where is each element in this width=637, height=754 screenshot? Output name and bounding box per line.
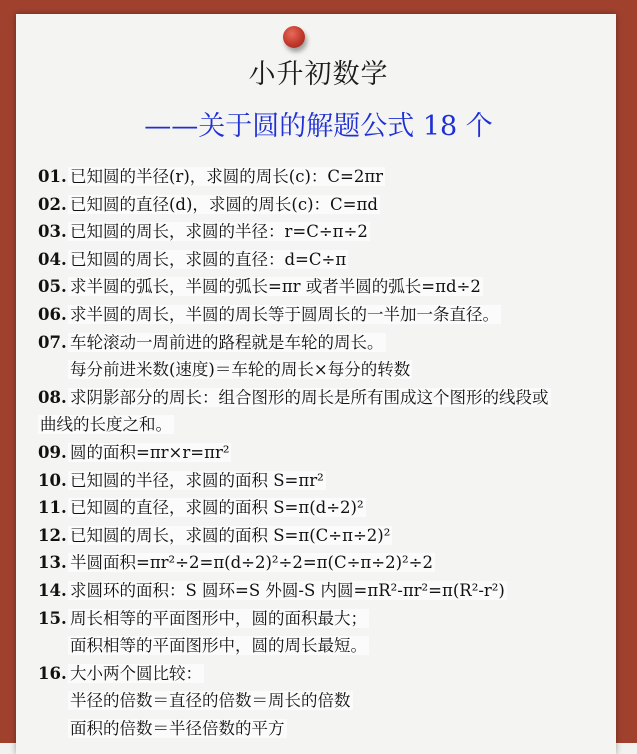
formula-line [38, 632, 613, 660]
formula-line [38, 439, 613, 467]
formula-line [38, 356, 613, 384]
formula-line [38, 218, 613, 246]
formula-text: 求半圆的周长，半圆的周长等于圆周长的一半加一条直径。 [70, 304, 499, 324]
formula-text: 已知圆的直径，求圆的面积 S=π(d÷2)² [70, 498, 364, 518]
formula-line [38, 577, 613, 605]
formula-text: 已知圆的周长，求圆的直径：d=C÷π [70, 249, 347, 269]
formula-line [38, 163, 613, 191]
formula-number: 10. [38, 470, 67, 490]
formula-list [38, 163, 613, 742]
formula-line [38, 273, 613, 301]
formula-number: 05. [38, 277, 67, 297]
formula-line [38, 246, 613, 274]
formula-text: 周长相等的平面图形中，圆的面积最大； [70, 608, 367, 628]
formula-text: 面积的倍数＝半径倍数的平方 [70, 718, 285, 738]
formula-text: 半径的倍数＝直径的倍数＝周长的倍数 [70, 691, 351, 711]
formula-line [38, 411, 613, 439]
formula-text: 已知圆的半径(r)，求圆的周长(c)：C=2πr [70, 167, 384, 186]
formula-number: 06. [38, 304, 67, 324]
formula-number: 04. [38, 249, 67, 269]
formula-line [38, 660, 613, 688]
formula-number: 16. [38, 663, 67, 683]
formula-line [38, 522, 613, 550]
formula-number: 03. [38, 222, 67, 242]
formula-line [38, 301, 613, 329]
formula-line [38, 191, 613, 219]
formula-number: 09. [38, 442, 67, 462]
page-subtitle: ——关于圆的解题公式 18 个 [144, 111, 493, 142]
formula-text: 求圆环的面积：S 圆环=S 外圆-S 内圆=πR²-πr²=π(R²-r²) [70, 580, 505, 600]
formula-line [38, 605, 613, 633]
formula-line [38, 467, 613, 495]
formula-line [38, 687, 613, 715]
formula-text: 求阴影部分的周长：组合图形的周长是所有围成这个图形的线段或 [70, 387, 549, 407]
formula-number: 08. [38, 387, 67, 407]
formula-text: 面积相等的平面图形中，圆的周长最短。 [70, 636, 367, 656]
formula-number: 14. [38, 580, 67, 600]
formula-text: 已知圆的直径(d)，求圆的周长(c)：C=πd [70, 194, 378, 214]
formula-number: 15. [38, 608, 67, 628]
formula-text: 半圆面积=πr²÷2=π(d÷2)²÷2=π(C÷π÷2)²÷2 [70, 553, 433, 573]
formula-line [38, 384, 613, 412]
formula-line [38, 715, 613, 743]
formula-text: 求半圆的弧长，半圆的弧长=πr 或者半圆的弧长=πd÷2 [70, 277, 481, 297]
formula-number: 11. [38, 498, 67, 518]
formula-number: 02. [38, 194, 67, 214]
formula-number: 07. [38, 332, 67, 352]
formula-text: 已知圆的半径，求圆的面积 S=πr² [70, 470, 324, 490]
formula-number: 12. [38, 525, 67, 545]
formula-text: 曲线的长度之和。 [40, 415, 172, 435]
formula-text: 车轮滚动一周前进的路程就是车轮的周长。 [70, 332, 384, 352]
formula-text: 已知圆的周长，求圆的半径：r=C÷π÷2 [70, 222, 368, 242]
formula-number: 01. [38, 167, 67, 186]
formula-text: 圆的面积=πr×r=πr² [70, 442, 230, 462]
formula-line [38, 494, 613, 522]
formula-line [38, 329, 613, 357]
formula-line [38, 549, 613, 577]
page-title: 小升初数学 [248, 59, 389, 90]
formula-text: 每分前进米数(速度)＝车轮的周长×每分的转数 [70, 360, 411, 380]
formula-text: 大小两个圆比较： [70, 663, 202, 683]
formula-number: 13. [38, 553, 67, 573]
formula-text: 已知圆的周长，求圆的面积 S=π(C÷π÷2)² [70, 525, 391, 545]
push-pin-icon [283, 26, 305, 48]
